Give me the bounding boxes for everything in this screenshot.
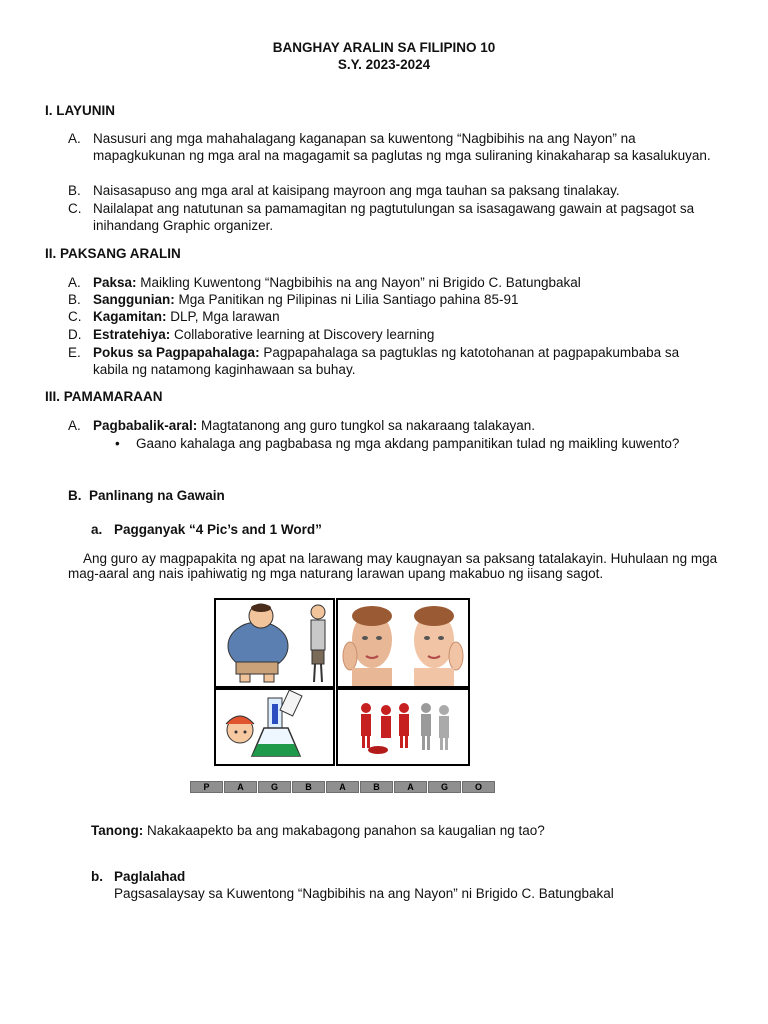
picture-weight-change: [214, 598, 335, 688]
pagganyak-label: a.: [91, 522, 103, 537]
paksa-item-b: [68, 291, 718, 308]
item-term: Kagamitan:: [93, 309, 167, 324]
item-label: C.: [68, 309, 82, 324]
bullet-text: Gaano kahalaga ang pagbabasa ng mga akdang pampanitikan tulad ng maikling kuwento?: [136, 436, 680, 451]
layunin-item-c: [68, 200, 718, 234]
item-desc: Magtatanong ang guro tungkol sa nakaraang talakayan.: [197, 418, 536, 433]
bullet-dot: •: [115, 436, 120, 451]
bullet-item: [115, 435, 705, 452]
item-label: B.: [68, 292, 81, 307]
document-title: BANGHAY ARALIN SA FILIPINO 10: [272, 40, 496, 55]
answer-tile: P: [190, 781, 223, 793]
item-desc: Mga Panitikan ng Pilipinas ni Lilia Santiago pahina 85-91: [174, 292, 519, 307]
pagganyak-title: Pagganyak “4 Pic’s and 1 Word”: [114, 522, 322, 537]
item-desc: Maikling Kuwentong “Nagbibihis na ang Nayon” ni Brigido C. Batungbakal: [136, 275, 581, 290]
tanong-text: Nakakaapekto ba ang makabagong panahon sa kaugalian ng tao?: [143, 823, 545, 838]
answer-tiles: [190, 781, 496, 793]
item-label: E.: [68, 345, 81, 360]
answer-tile: B: [292, 781, 325, 793]
four-pics-grid: [214, 598, 470, 766]
paglalahad-label: b.: [91, 869, 103, 884]
item-text: [93, 326, 718, 343]
item-term: Pagbabalik-aral:: [93, 418, 198, 433]
item-term: Sanggunian:: [93, 292, 175, 307]
item-text: [93, 344, 718, 378]
item-desc: DLP, Mga larawan: [166, 309, 280, 324]
answer-tile: A: [326, 781, 359, 793]
paksa-item-d: [68, 326, 718, 343]
item-label: D.: [68, 327, 82, 342]
answer-tile: G: [258, 781, 291, 793]
layunin-item-a: [68, 130, 718, 164]
section-heading-pamamaraan: III. PAMAMARAAN: [45, 389, 163, 404]
answer-tile: B: [360, 781, 393, 793]
answer-tile: G: [428, 781, 461, 793]
section-heading-layunin: I. LAYUNIN: [45, 103, 116, 118]
item-text: Nasusuri ang mga mahahalagang kaganapan sa kuwentong “Nagbibihis na ang Nayon” na mapagkukunan ng mga aral na magagamit sa paglutas ng mga suliraning kinakaharap sa kasalukuyan.: [93, 131, 711, 163]
paksa-item-e: [68, 344, 718, 378]
picture-chemistry-flask: [214, 688, 335, 766]
item-text: Naisasapuso ang mga aral at kaisipang mayroon ang mga tauhan sa paksang tinalakay.: [93, 183, 620, 198]
item-label: B.: [68, 183, 81, 198]
before-after-faces-illustration: [338, 600, 468, 686]
flask-and-child-illustration: [216, 690, 333, 764]
fat-and-thin-man-illustration: [216, 600, 333, 686]
section-heading-paksa: II. PAKSANG ARALIN: [45, 246, 181, 261]
item-label: A.: [68, 275, 81, 290]
panlinang-heading: B. Panlinang na Gawain: [68, 488, 225, 503]
paglalahad-title: Paglalahad: [114, 869, 186, 884]
picture-two-faces: [336, 598, 470, 688]
item-text: [93, 417, 718, 434]
item-text: Nailalapat ang natutunan sa pamamagitan ng pagtutulungan sa isasagawang gawain at pagsagot sa inihandang Graphic organizer.: [93, 201, 695, 233]
answer-tile: O: [462, 781, 495, 793]
figures-illustration: [338, 690, 468, 764]
item-term: Estratehiya:: [93, 327, 171, 342]
picture-red-and-grey-figures: [336, 688, 470, 766]
pagbabalik-aral-item: [68, 417, 718, 434]
school-year: S.Y. 2023-2024: [337, 57, 431, 72]
answer-tile: A: [394, 781, 427, 793]
item-desc: Pagpapahalaga sa pagtuklas ng katotohanan at pagpapakumbaba sa kabila ng natamong kaginhawaan sa buhay.: [93, 345, 680, 377]
layunin-item-b: [68, 182, 718, 199]
item-text: [93, 308, 718, 325]
item-text: [93, 274, 718, 291]
item-label: C.: [68, 201, 82, 216]
item-term: Paksa:: [93, 275, 137, 290]
item-desc: Collaborative learning at Discovery learning: [170, 327, 435, 342]
paglalahad-text: Pagsasalaysay sa Kuwentong “Nagbibihis na ang Nayon” ni Brigido C. Batungbakal: [114, 886, 614, 901]
pagganyak-paragraph: Ang guro ay magpapakita ng apat na larawang may kaugnayan sa paksang tatalakayin. Huhulaan ng mga mag-aaral ang nais ipahiwatig ng mga naturang larawan upang makabuo ng iisang sagot.: [68, 551, 721, 581]
tanong-line: [91, 823, 545, 838]
item-label: A.: [68, 418, 81, 433]
paksa-item-a: [68, 274, 718, 291]
paksa-item-c: [68, 308, 718, 325]
answer-tile: A: [224, 781, 257, 793]
item-label: A.: [68, 131, 81, 146]
tanong-term: Tanong:: [91, 823, 144, 838]
item-text: [93, 291, 718, 308]
item-term: Pokus sa Pagpapahalaga:: [93, 345, 260, 360]
